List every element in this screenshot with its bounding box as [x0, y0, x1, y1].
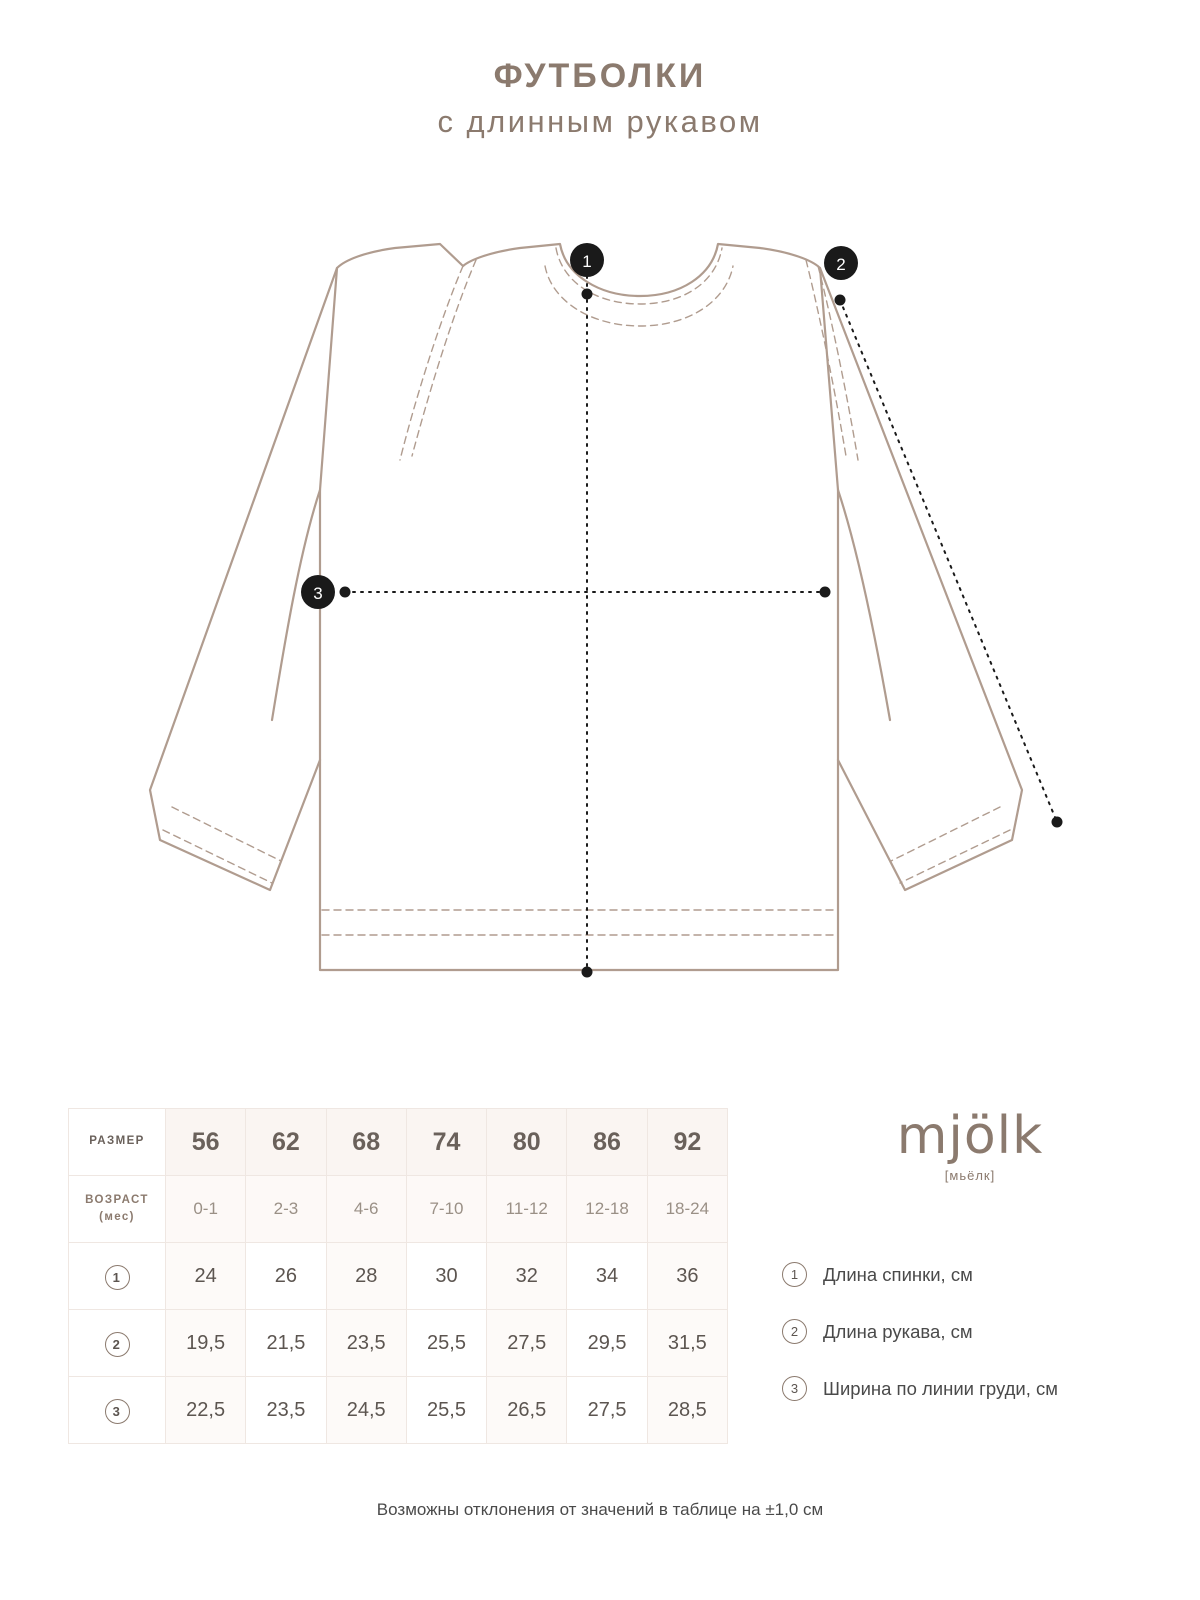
- age-cell: 4-6: [326, 1176, 406, 1243]
- size-table-container: [68, 1108, 728, 1444]
- legend-badge-1: 1: [782, 1262, 807, 1287]
- measure-line-sleeve-length: [840, 300, 1057, 822]
- measure-cell: 24,5: [326, 1377, 406, 1444]
- legend-item: [782, 1319, 1182, 1344]
- measure-cell: 26: [246, 1243, 326, 1310]
- size-cell: 74: [406, 1109, 486, 1176]
- measurement-lines: [345, 260, 1057, 972]
- measure-cell: 31,5: [647, 1310, 727, 1377]
- age-cell: 12-18: [567, 1176, 647, 1243]
- brand-name: mjölk: [896, 1106, 1044, 1166]
- table-row-age: [69, 1176, 728, 1243]
- size-cell: 92: [647, 1109, 727, 1176]
- legend-label: Ширина по линии груди, см: [823, 1377, 1058, 1399]
- table-row-size: [69, 1109, 728, 1176]
- measure-cell: 23,5: [246, 1377, 326, 1444]
- footnote: Возможны отклонения от значений в таблице на ±1,0 см: [376, 1500, 824, 1519]
- measure-cell: 29,5: [567, 1310, 647, 1377]
- measure-cell: 27,5: [567, 1377, 647, 1444]
- size-cell: 86: [567, 1109, 647, 1176]
- measure-cell: 28: [326, 1243, 406, 1310]
- measure-cell: 24: [166, 1243, 246, 1310]
- legend-label: Длина спинки, см: [823, 1263, 973, 1285]
- measure-cell: 26,5: [487, 1377, 567, 1444]
- page-header: [0, 0, 1200, 143]
- legend-badge-2: 2: [782, 1319, 807, 1344]
- size-cell: 68: [326, 1109, 406, 1176]
- age-cell: 7-10: [406, 1176, 486, 1243]
- age-cell: 2-3: [246, 1176, 326, 1243]
- table-row: [69, 1377, 728, 1444]
- row-label-age-line2: (мес): [99, 1211, 135, 1223]
- age-cell: 0-1: [166, 1176, 246, 1243]
- measure-cell: 25,5: [406, 1377, 486, 1444]
- marker-badge-2: 2: [105, 1332, 130, 1357]
- row-marker: [69, 1377, 166, 1444]
- page-subtitle: с длинным рукавом: [437, 103, 763, 139]
- measure-cell: 32: [487, 1243, 567, 1310]
- size-cell: 80: [487, 1109, 567, 1176]
- measure-cell: 36: [647, 1243, 727, 1310]
- size-cell: 62: [246, 1109, 326, 1176]
- brand-logo: [840, 1106, 1100, 1183]
- svg-text:3: 3: [313, 584, 323, 603]
- table-row: [69, 1243, 728, 1310]
- marker-badge-1: 1: [105, 1265, 130, 1290]
- marker-badge-3: 3: [105, 1399, 130, 1424]
- measurement-endpoints: [340, 289, 1063, 978]
- marker-3: [301, 575, 335, 609]
- marker-2: [824, 246, 858, 280]
- row-label-age-line1: ВОЗРАСТ: [85, 1193, 149, 1206]
- measure-cell: 22,5: [166, 1377, 246, 1444]
- measure-cell: 19,5: [166, 1310, 246, 1377]
- measure-cell: 25,5: [406, 1310, 486, 1377]
- row-marker: [69, 1243, 166, 1310]
- svg-text:2: 2: [836, 255, 846, 274]
- table-row: [69, 1310, 728, 1377]
- measure-cell: 23,5: [326, 1310, 406, 1377]
- row-label-size: РАЗМЕР: [69, 1109, 166, 1176]
- measure-cell: 21,5: [246, 1310, 326, 1377]
- marker-1: [570, 243, 604, 277]
- measure-cell: 30: [406, 1243, 486, 1310]
- legend-badge-3: 3: [782, 1376, 807, 1401]
- row-marker: [69, 1310, 166, 1377]
- legend-item: [782, 1262, 1182, 1287]
- size-table: [68, 1108, 728, 1444]
- svg-text:1: 1: [582, 252, 592, 271]
- garment-diagram: [0, 200, 1200, 1030]
- measurement-legend: [782, 1262, 1182, 1433]
- legend-label: Длина рукава, см: [823, 1320, 973, 1342]
- measure-cell: 27,5: [487, 1310, 567, 1377]
- age-cell: 11-12: [487, 1176, 567, 1243]
- size-cell: 56: [166, 1109, 246, 1176]
- row-label-age: [69, 1176, 166, 1243]
- legend-item: [782, 1376, 1182, 1401]
- age-cell: 18-24: [647, 1176, 727, 1243]
- measure-cell: 28,5: [647, 1377, 727, 1444]
- brand-transcription: [мьёлк]: [944, 1168, 996, 1183]
- page-title: ФУТБОЛКИ: [493, 57, 707, 95]
- measure-cell: 34: [567, 1243, 647, 1310]
